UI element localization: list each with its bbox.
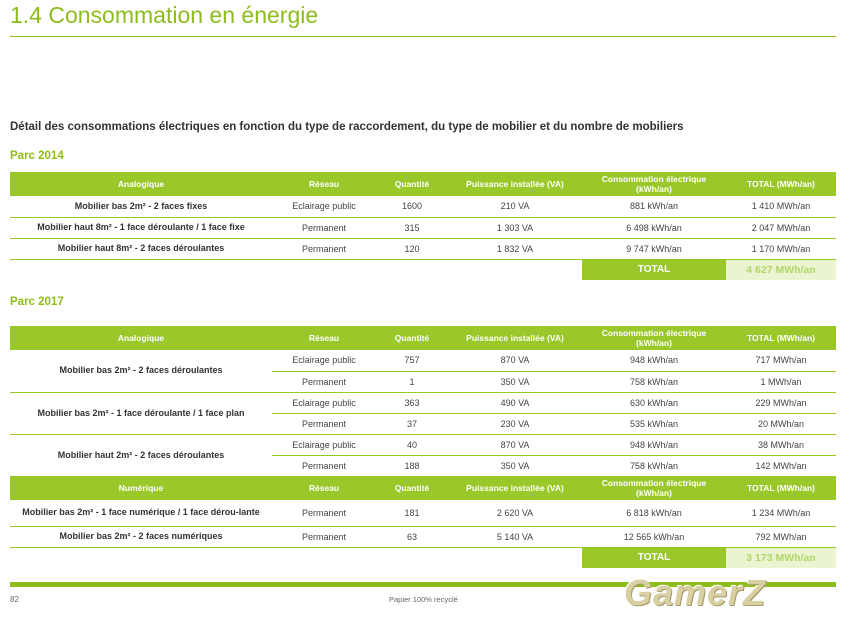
- total-cell: 38 MWh/an: [726, 434, 836, 455]
- parc-2017-table: [10, 326, 836, 568]
- header-cell: Consommation électrique (kWh/an): [582, 172, 726, 196]
- section-heading: Détail des consommations électriques en fonction du type de raccordement, du type de mobilier et du nombre de mobiliers: [10, 121, 684, 133]
- header-cell: TOTAL (MWh/an): [726, 172, 836, 196]
- total-cell: 717 MWh/an: [726, 350, 836, 371]
- quantity-cell: 315: [376, 217, 448, 238]
- total-cell: 2 047 MWh/an: [726, 217, 836, 238]
- network-cell: Eclairage public: [272, 196, 376, 217]
- total-cell: 142 MWh/an: [726, 455, 836, 476]
- digital-header-row: [10, 476, 836, 500]
- power-cell: 490 VA: [448, 392, 582, 413]
- row-label: Mobilier bas 2m² - 1 face déroulante / 1 face plan: [10, 392, 272, 434]
- table-row: [10, 238, 836, 259]
- power-cell: 5 140 VA: [448, 526, 582, 547]
- network-cell: Permanent: [272, 526, 376, 547]
- network-cell: Permanent: [272, 500, 376, 526]
- table-row: [10, 434, 836, 455]
- total-cell: 1 MWh/an: [726, 371, 836, 392]
- quantity-cell: 181: [376, 500, 448, 526]
- table-row: [10, 392, 836, 413]
- consumption-cell: 6 498 kWh/an: [582, 217, 726, 238]
- consumption-cell: 881 kWh/an: [582, 196, 726, 217]
- table-row: [10, 196, 836, 217]
- power-cell: 350 VA: [448, 455, 582, 476]
- consumption-cell: 12 565 kWh/an: [582, 526, 726, 547]
- table-row: [10, 500, 836, 526]
- parc-2017-title: Parc 2017: [10, 296, 64, 308]
- header-cell: Consommation électrique (kWh/an): [582, 326, 726, 350]
- header-cell: Réseau: [272, 326, 376, 350]
- row-label: Mobilier haut 2m² - 2 faces déroulantes: [10, 434, 272, 476]
- total-label: TOTAL: [582, 259, 726, 280]
- table-row: [10, 526, 836, 547]
- network-cell: Permanent: [272, 371, 376, 392]
- network-cell: Permanent: [272, 455, 376, 476]
- total-value: 4 627 MWh/an: [726, 259, 836, 280]
- quantity-cell: 1: [376, 371, 448, 392]
- power-cell: 870 VA: [448, 434, 582, 455]
- header-cell: Quantité: [376, 326, 448, 350]
- total-label: TOTAL: [582, 547, 726, 568]
- total-cell: 1 234 MWh/an: [726, 500, 836, 526]
- header-cell: Réseau: [272, 476, 376, 500]
- row-label: Mobilier bas 2m² - 2 faces numériques: [10, 526, 272, 547]
- network-cell: Eclairage public: [272, 350, 376, 371]
- total-cell: 792 MWh/an: [726, 526, 836, 547]
- power-cell: 230 VA: [448, 413, 582, 434]
- page-number: 82: [10, 595, 19, 604]
- power-cell: 1 832 VA: [448, 238, 582, 259]
- total-cell: 229 MWh/an: [726, 392, 836, 413]
- total-cell: 1 170 MWh/an: [726, 238, 836, 259]
- consumption-cell: 630 kWh/an: [582, 392, 726, 413]
- network-cell: Permanent: [272, 413, 376, 434]
- network-cell: Permanent: [272, 217, 376, 238]
- power-cell: 1 303 VA: [448, 217, 582, 238]
- table-header-row: [10, 172, 836, 196]
- header-cell: Réseau: [272, 172, 376, 196]
- header-cell: Puissance installée (VA): [448, 326, 582, 350]
- quantity-cell: 363: [376, 392, 448, 413]
- total-row: [10, 259, 836, 280]
- power-cell: 2 620 VA: [448, 500, 582, 526]
- page-title: 1.4 Consommation en énergie: [10, 2, 319, 28]
- power-cell: 870 VA: [448, 350, 582, 371]
- consumption-cell: 758 kWh/an: [582, 371, 726, 392]
- quantity-cell: 188: [376, 455, 448, 476]
- table-header-row: [10, 326, 836, 350]
- consumption-cell: 948 kWh/an: [582, 434, 726, 455]
- quantity-cell: 757: [376, 350, 448, 371]
- header-cell: Puissance installée (VA): [448, 476, 582, 500]
- parc-2014-table: [10, 172, 836, 280]
- consumption-cell: 535 kWh/an: [582, 413, 726, 434]
- consumption-cell: 948 kWh/an: [582, 350, 726, 371]
- header-cell: Consommation électrique (kWh/an): [582, 476, 726, 500]
- table-row: [10, 217, 836, 238]
- header-cell: Analogique: [10, 172, 272, 196]
- consumption-cell: 758 kWh/an: [582, 455, 726, 476]
- parc-2014-title: Parc 2014: [10, 150, 64, 162]
- header-cell: Quantité: [376, 172, 448, 196]
- footer-text: Papier 100% recyclé: [389, 595, 458, 604]
- network-cell: Permanent: [272, 238, 376, 259]
- consumption-cell: 9 747 kWh/an: [582, 238, 726, 259]
- header-cell: Puissance installée (VA): [448, 172, 582, 196]
- header-cell: Analogique: [10, 326, 272, 350]
- quantity-cell: 63: [376, 526, 448, 547]
- quantity-cell: 37: [376, 413, 448, 434]
- header-cell: TOTAL (MWh/an): [726, 476, 836, 500]
- header-cell: Quantité: [376, 476, 448, 500]
- row-label: Mobilier haut 8m² - 1 face déroulante / 1 face fixe: [10, 217, 272, 238]
- table-row: [10, 350, 836, 371]
- header-cell: Numérique: [10, 476, 272, 500]
- total-cell: 20 MWh/an: [726, 413, 836, 434]
- quantity-cell: 120: [376, 238, 448, 259]
- network-cell: Eclairage public: [272, 392, 376, 413]
- row-label: Mobilier haut 8m² - 2 faces déroulantes: [10, 238, 272, 259]
- row-label: Mobilier bas 2m² - 2 faces fixes: [10, 196, 272, 217]
- network-cell: Eclairage public: [272, 434, 376, 455]
- title-rule: [10, 36, 836, 37]
- power-cell: 210 VA: [448, 196, 582, 217]
- quantity-cell: 1600: [376, 196, 448, 217]
- row-label: Mobilier bas 2m² - 1 face numérique / 1 face dérou-lante: [10, 500, 272, 526]
- watermark: GamerZ: [624, 572, 767, 613]
- total-cell: 1 410 MWh/an: [726, 196, 836, 217]
- header-cell: TOTAL (MWh/an): [726, 326, 836, 350]
- quantity-cell: 40: [376, 434, 448, 455]
- total-row: [10, 547, 836, 568]
- consumption-cell: 6 818 kWh/an: [582, 500, 726, 526]
- row-label: Mobilier bas 2m² - 2 faces déroulantes: [10, 350, 272, 392]
- total-value: 3 173 MWh/an: [726, 547, 836, 568]
- power-cell: 350 VA: [448, 371, 582, 392]
